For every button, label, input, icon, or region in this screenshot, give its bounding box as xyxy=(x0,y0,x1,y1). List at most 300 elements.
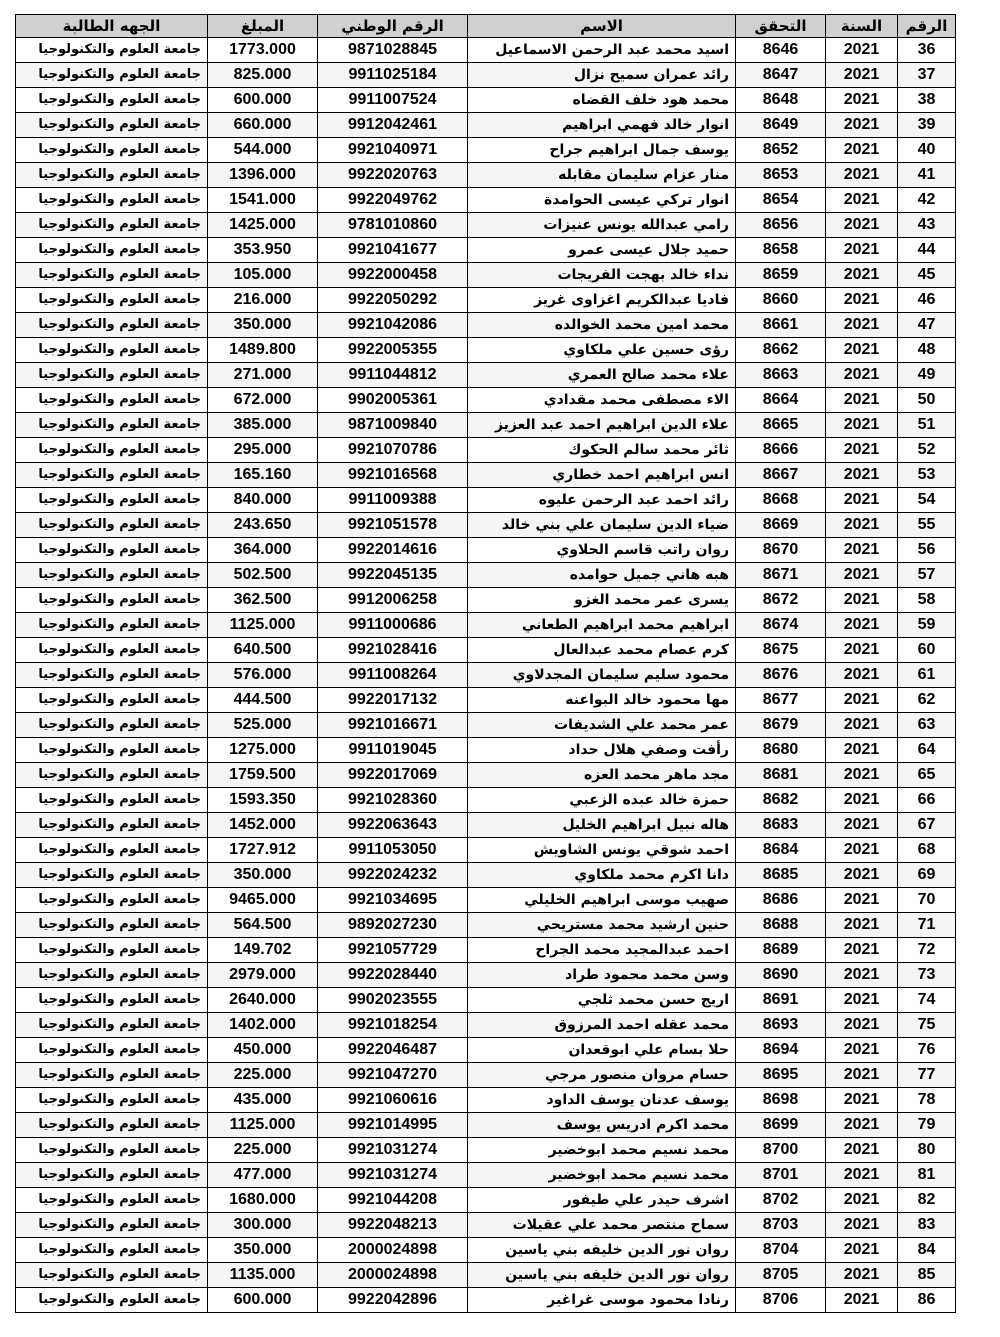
cell-name: محمد هود خلف القضاه xyxy=(468,88,736,113)
cell-year: 2021 xyxy=(826,538,898,563)
cell-amount: 2979.000 xyxy=(208,963,318,988)
cell-verification: 8694 xyxy=(736,1038,826,1063)
cell-amount: 660.000 xyxy=(208,113,318,138)
cell-national-id: 9781010860 xyxy=(318,213,468,238)
cell-name: حسام مروان منصور مرجي xyxy=(468,1063,736,1088)
cell-num: 67 xyxy=(898,813,956,838)
cell-national-id: 9922063643 xyxy=(318,813,468,838)
cell-entity: جامعة العلوم والتكنولوجيا xyxy=(16,813,208,838)
table-row xyxy=(16,388,956,413)
table-row xyxy=(16,113,956,138)
cell-national-id: 2000024898 xyxy=(318,1263,468,1288)
cell-name: علاء محمد صالح العمري xyxy=(468,363,736,388)
cell-year: 2021 xyxy=(826,1213,898,1238)
cell-name: احمد شوقي يونس الشاويش xyxy=(468,838,736,863)
table-row xyxy=(16,938,956,963)
cell-num: 84 xyxy=(898,1238,956,1263)
cell-name: انوار خالد فهمي ابراهيم xyxy=(468,113,736,138)
cell-national-id: 9921014995 xyxy=(318,1113,468,1138)
cell-verification: 8689 xyxy=(736,938,826,963)
cell-num: 41 xyxy=(898,163,956,188)
cell-name: حميد جلال عيسى عمرو xyxy=(468,238,736,263)
cell-name: يسرى عمر محمد الغزو xyxy=(468,588,736,613)
cell-name: كرم عصام محمد عبدالعال xyxy=(468,638,736,663)
cell-verification: 8683 xyxy=(736,813,826,838)
cell-num: 57 xyxy=(898,563,956,588)
cell-verification: 8671 xyxy=(736,563,826,588)
table-row xyxy=(16,313,956,338)
cell-num: 77 xyxy=(898,1063,956,1088)
table-row xyxy=(16,663,956,688)
cell-national-id: 9871009840 xyxy=(318,413,468,438)
cell-num: 71 xyxy=(898,913,956,938)
cell-national-id: 9911025184 xyxy=(318,63,468,88)
header-year: السنة xyxy=(826,15,898,38)
cell-entity: جامعة العلوم والتكنولوجيا xyxy=(16,363,208,388)
cell-name: محمد عقله احمد المرزوق xyxy=(468,1013,736,1038)
cell-num: 85 xyxy=(898,1263,956,1288)
cell-entity: جامعة العلوم والتكنولوجيا xyxy=(16,738,208,763)
cell-year: 2021 xyxy=(826,513,898,538)
cell-amount: 364.000 xyxy=(208,538,318,563)
cell-entity: جامعة العلوم والتكنولوجيا xyxy=(16,938,208,963)
table-row xyxy=(16,738,956,763)
cell-verification: 8668 xyxy=(736,488,826,513)
cell-name: حنين ارشيد محمد مستريحي xyxy=(468,913,736,938)
cell-year: 2021 xyxy=(826,788,898,813)
cell-amount: 243.650 xyxy=(208,513,318,538)
cell-name: محمد اكرم ادريس يوسف xyxy=(468,1113,736,1138)
cell-num: 66 xyxy=(898,788,956,813)
cell-name: وسن محمد محمود طراد xyxy=(468,963,736,988)
cell-name: رائد احمد عبد الرحمن عليوه xyxy=(468,488,736,513)
cell-year: 2021 xyxy=(826,663,898,688)
table-body xyxy=(16,38,956,1313)
cell-year: 2021 xyxy=(826,738,898,763)
table-row xyxy=(16,588,956,613)
cell-num: 42 xyxy=(898,188,956,213)
table-row xyxy=(16,213,956,238)
cell-name: صهيب موسى ابراهيم الخليلي xyxy=(468,888,736,913)
cell-year: 2021 xyxy=(826,1263,898,1288)
cell-amount: 600.000 xyxy=(208,88,318,113)
table-row xyxy=(16,1013,956,1038)
cell-name: علاء الدين ابراهيم احمد عبد العزيز xyxy=(468,413,736,438)
cell-num: 83 xyxy=(898,1213,956,1238)
cell-amount: 640.500 xyxy=(208,638,318,663)
cell-verification: 8670 xyxy=(736,538,826,563)
cell-verification: 8705 xyxy=(736,1263,826,1288)
cell-national-id: 9922050292 xyxy=(318,288,468,313)
cell-entity: جامعة العلوم والتكنولوجيا xyxy=(16,163,208,188)
cell-national-id: 9921044208 xyxy=(318,1188,468,1213)
cell-name: محمد امين محمد الخوالده xyxy=(468,313,736,338)
cell-verification: 8662 xyxy=(736,338,826,363)
cell-year: 2021 xyxy=(826,863,898,888)
cell-name: حمزة خالد عبده الزعبي xyxy=(468,788,736,813)
cell-national-id: 9921042086 xyxy=(318,313,468,338)
cell-national-id: 9922045135 xyxy=(318,563,468,588)
cell-num: 74 xyxy=(898,988,956,1013)
cell-verification: 8695 xyxy=(736,1063,826,1088)
cell-name: محمد نسيم محمد ابوخضير xyxy=(468,1163,736,1188)
cell-amount: 385.000 xyxy=(208,413,318,438)
cell-verification: 8672 xyxy=(736,588,826,613)
document-sheet xyxy=(16,14,956,1313)
cell-amount: 1125.000 xyxy=(208,1113,318,1138)
header-name: الاسم xyxy=(468,15,736,38)
cell-year: 2021 xyxy=(826,138,898,163)
cell-national-id: 9912042461 xyxy=(318,113,468,138)
cell-national-id: 9911000686 xyxy=(318,613,468,638)
cell-name: احمد عبدالمجيد محمد الجراح xyxy=(468,938,736,963)
table-row xyxy=(16,1038,956,1063)
cell-name: ابراهيم محمد ابراهيم الطعاني xyxy=(468,613,736,638)
cell-year: 2021 xyxy=(826,113,898,138)
cell-national-id: 9922020763 xyxy=(318,163,468,188)
cell-amount: 271.000 xyxy=(208,363,318,388)
cell-amount: 350.000 xyxy=(208,1238,318,1263)
cell-name: ضياء الدين سليمان علي بني خالد xyxy=(468,513,736,538)
cell-name: نداء خالد بهجت الفريجات xyxy=(468,263,736,288)
cell-entity: جامعة العلوم والتكنولوجيا xyxy=(16,838,208,863)
cell-national-id: 9922017069 xyxy=(318,763,468,788)
cell-amount: 1452.000 xyxy=(208,813,318,838)
cell-num: 55 xyxy=(898,513,956,538)
table-row xyxy=(16,888,956,913)
table-row xyxy=(16,563,956,588)
cell-entity: جامعة العلوم والتكنولوجيا xyxy=(16,1038,208,1063)
cell-national-id: 9922028440 xyxy=(318,963,468,988)
cell-year: 2021 xyxy=(826,913,898,938)
cell-year: 2021 xyxy=(826,963,898,988)
cell-num: 80 xyxy=(898,1138,956,1163)
cell-year: 2021 xyxy=(826,1138,898,1163)
cell-verification: 8649 xyxy=(736,113,826,138)
cell-national-id: 9922046487 xyxy=(318,1038,468,1063)
cell-name: محمود سليم سليمان المجدلاوي xyxy=(468,663,736,688)
table-row xyxy=(16,813,956,838)
cell-amount: 825.000 xyxy=(208,63,318,88)
table-row xyxy=(16,88,956,113)
cell-entity: جامعة العلوم والتكنولوجيا xyxy=(16,563,208,588)
cell-year: 2021 xyxy=(826,388,898,413)
cell-entity: جامعة العلوم والتكنولوجيا xyxy=(16,513,208,538)
cell-num: 82 xyxy=(898,1188,956,1213)
cell-national-id: 9922014616 xyxy=(318,538,468,563)
cell-entity: جامعة العلوم والتكنولوجيا xyxy=(16,238,208,263)
cell-num: 39 xyxy=(898,113,956,138)
cell-entity: جامعة العلوم والتكنولوجيا xyxy=(16,288,208,313)
cell-entity: جامعة العلوم والتكنولوجيا xyxy=(16,338,208,363)
cell-entity: جامعة العلوم والتكنولوجيا xyxy=(16,688,208,713)
cell-amount: 1135.000 xyxy=(208,1263,318,1288)
table-row xyxy=(16,1263,956,1288)
cell-entity: جامعة العلوم والتكنولوجيا xyxy=(16,313,208,338)
table-row xyxy=(16,1113,956,1138)
cell-entity: جامعة العلوم والتكنولوجيا xyxy=(16,913,208,938)
cell-entity: جامعة العلوم والتكنولوجيا xyxy=(16,1138,208,1163)
table-row xyxy=(16,638,956,663)
cell-num: 36 xyxy=(898,38,956,63)
cell-name: رؤى حسين علي ملكاوي xyxy=(468,338,736,363)
cell-year: 2021 xyxy=(826,263,898,288)
cell-entity: جامعة العلوم والتكنولوجيا xyxy=(16,1013,208,1038)
cell-entity: جامعة العلوم والتكنولوجيا xyxy=(16,1063,208,1088)
cell-amount: 525.000 xyxy=(208,713,318,738)
cell-num: 45 xyxy=(898,263,956,288)
cell-year: 2021 xyxy=(826,613,898,638)
cell-year: 2021 xyxy=(826,38,898,63)
cell-num: 50 xyxy=(898,388,956,413)
cell-num: 68 xyxy=(898,838,956,863)
cell-entity: جامعة العلوم والتكنولوجيا xyxy=(16,138,208,163)
cell-amount: 576.000 xyxy=(208,663,318,688)
cell-national-id: 9922042896 xyxy=(318,1288,468,1313)
table-row xyxy=(16,288,956,313)
cell-entity: جامعة العلوم والتكنولوجيا xyxy=(16,263,208,288)
cell-entity: جامعة العلوم والتكنولوجيا xyxy=(16,963,208,988)
cell-amount: 544.000 xyxy=(208,138,318,163)
cell-verification: 8658 xyxy=(736,238,826,263)
cell-national-id: 9921034695 xyxy=(318,888,468,913)
cell-national-id: 2000024898 xyxy=(318,1238,468,1263)
cell-name: رأفت وصفي هلال حداد xyxy=(468,738,736,763)
cell-verification: 8676 xyxy=(736,663,826,688)
cell-entity: جامعة العلوم والتكنولوجيا xyxy=(16,463,208,488)
cell-amount: 1402.000 xyxy=(208,1013,318,1038)
cell-num: 78 xyxy=(898,1088,956,1113)
cell-year: 2021 xyxy=(826,1013,898,1038)
cell-name: منار عزام سليمان مقابله xyxy=(468,163,736,188)
cell-national-id: 9921060616 xyxy=(318,1088,468,1113)
cell-num: 46 xyxy=(898,288,956,313)
cell-verification: 8693 xyxy=(736,1013,826,1038)
table-row xyxy=(16,788,956,813)
cell-name: فاديا عبدالكريم اغزاوى غريز xyxy=(468,288,736,313)
cell-num: 51 xyxy=(898,413,956,438)
cell-verification: 8680 xyxy=(736,738,826,763)
header-num: الرقم xyxy=(898,15,956,38)
cell-name: انس ابراهيم احمد خطاري xyxy=(468,463,736,488)
table-row xyxy=(16,63,956,88)
cell-amount: 216.000 xyxy=(208,288,318,313)
cell-verification: 8669 xyxy=(736,513,826,538)
cell-verification: 8666 xyxy=(736,438,826,463)
cell-year: 2021 xyxy=(826,713,898,738)
cell-year: 2021 xyxy=(826,188,898,213)
cell-verification: 8654 xyxy=(736,188,826,213)
cell-year: 2021 xyxy=(826,238,898,263)
cell-year: 2021 xyxy=(826,463,898,488)
table-row xyxy=(16,263,956,288)
cell-national-id: 9921031274 xyxy=(318,1163,468,1188)
cell-year: 2021 xyxy=(826,888,898,913)
cell-entity: جامعة العلوم والتكنولوجيا xyxy=(16,1263,208,1288)
cell-verification: 8703 xyxy=(736,1213,826,1238)
table-row xyxy=(16,488,956,513)
cell-national-id: 9921016671 xyxy=(318,713,468,738)
cell-verification: 8648 xyxy=(736,88,826,113)
cell-amount: 300.000 xyxy=(208,1213,318,1238)
cell-entity: جامعة العلوم والتكنولوجيا xyxy=(16,188,208,213)
cell-verification: 8647 xyxy=(736,63,826,88)
cell-amount: 350.000 xyxy=(208,313,318,338)
table-row xyxy=(16,1288,956,1313)
cell-national-id: 9922000458 xyxy=(318,263,468,288)
cell-amount: 2640.000 xyxy=(208,988,318,1013)
cell-name: رنادا محمود موسى غراغير xyxy=(468,1288,736,1313)
cell-national-id: 9921041677 xyxy=(318,238,468,263)
table-row xyxy=(16,1088,956,1113)
cell-num: 43 xyxy=(898,213,956,238)
cell-entity: جامعة العلوم والتكنولوجيا xyxy=(16,638,208,663)
cell-entity: جامعة العلوم والتكنولوجيا xyxy=(16,1188,208,1213)
table-row xyxy=(16,963,956,988)
cell-national-id: 9921031274 xyxy=(318,1138,468,1163)
cell-year: 2021 xyxy=(826,1163,898,1188)
table-row xyxy=(16,138,956,163)
table-row xyxy=(16,338,956,363)
cell-amount: 9465.000 xyxy=(208,888,318,913)
cell-national-id: 9921028416 xyxy=(318,638,468,663)
cell-amount: 1425.000 xyxy=(208,213,318,238)
cell-year: 2021 xyxy=(826,638,898,663)
cell-national-id: 9922049762 xyxy=(318,188,468,213)
cell-year: 2021 xyxy=(826,438,898,463)
cell-verification: 8652 xyxy=(736,138,826,163)
cell-national-id: 9911044812 xyxy=(318,363,468,388)
cell-num: 63 xyxy=(898,713,956,738)
cell-amount: 1773.000 xyxy=(208,38,318,63)
payments-table xyxy=(15,14,956,1313)
header-verification: التحقق xyxy=(736,15,826,38)
cell-verification: 8698 xyxy=(736,1088,826,1113)
cell-amount: 225.000 xyxy=(208,1138,318,1163)
cell-year: 2021 xyxy=(826,1238,898,1263)
header-row xyxy=(16,15,956,38)
cell-name: يوسف عدنان يوسف الداود xyxy=(468,1088,736,1113)
cell-verification: 8690 xyxy=(736,963,826,988)
cell-num: 38 xyxy=(898,88,956,113)
cell-verification: 8681 xyxy=(736,763,826,788)
cell-entity: جامعة العلوم والتكنولوجيا xyxy=(16,788,208,813)
table-row xyxy=(16,438,956,463)
cell-name: دانا اكرم محمد ملكاوي xyxy=(468,863,736,888)
cell-verification: 8682 xyxy=(736,788,826,813)
cell-verification: 8677 xyxy=(736,688,826,713)
table-row xyxy=(16,913,956,938)
cell-amount: 444.500 xyxy=(208,688,318,713)
cell-amount: 477.000 xyxy=(208,1163,318,1188)
cell-entity: جامعة العلوم والتكنولوجيا xyxy=(16,38,208,63)
cell-num: 53 xyxy=(898,463,956,488)
cell-entity: جامعة العلوم والتكنولوجيا xyxy=(16,1238,208,1263)
table-row xyxy=(16,413,956,438)
cell-verification: 8706 xyxy=(736,1288,826,1313)
cell-national-id: 9902023555 xyxy=(318,988,468,1013)
cell-amount: 1727.912 xyxy=(208,838,318,863)
cell-name: روان نور الدين خليفه بني ياسين xyxy=(468,1238,736,1263)
cell-name: اشرف حيدر علي طيفور xyxy=(468,1188,736,1213)
cell-name: يوسف جمال ابراهيم جراح xyxy=(468,138,736,163)
cell-name: روان نور الدين خليفه بني ياسين xyxy=(468,1263,736,1288)
cell-verification: 8664 xyxy=(736,388,826,413)
cell-amount: 295.000 xyxy=(208,438,318,463)
cell-year: 2021 xyxy=(826,988,898,1013)
table-row xyxy=(16,838,956,863)
cell-verification: 8699 xyxy=(736,1113,826,1138)
cell-national-id: 9871028845 xyxy=(318,38,468,63)
cell-verification: 8674 xyxy=(736,613,826,638)
cell-verification: 8665 xyxy=(736,413,826,438)
cell-national-id: 9911007524 xyxy=(318,88,468,113)
cell-num: 75 xyxy=(898,1013,956,1038)
cell-amount: 225.000 xyxy=(208,1063,318,1088)
cell-num: 56 xyxy=(898,538,956,563)
cell-num: 44 xyxy=(898,238,956,263)
cell-verification: 8659 xyxy=(736,263,826,288)
cell-year: 2021 xyxy=(826,1113,898,1138)
cell-num: 81 xyxy=(898,1163,956,1188)
cell-national-id: 9921040971 xyxy=(318,138,468,163)
cell-name: رامي عبدالله يونس عنيزات xyxy=(468,213,736,238)
cell-verification: 8684 xyxy=(736,838,826,863)
cell-national-id: 9921047270 xyxy=(318,1063,468,1088)
cell-year: 2021 xyxy=(826,763,898,788)
cell-verification: 8646 xyxy=(736,38,826,63)
cell-num: 60 xyxy=(898,638,956,663)
cell-entity: جامعة العلوم والتكنولوجيا xyxy=(16,213,208,238)
cell-num: 72 xyxy=(898,938,956,963)
cell-verification: 8686 xyxy=(736,888,826,913)
cell-verification: 8667 xyxy=(736,463,826,488)
cell-year: 2021 xyxy=(826,163,898,188)
cell-amount: 435.000 xyxy=(208,1088,318,1113)
cell-year: 2021 xyxy=(826,213,898,238)
cell-entity: جامعة العلوم والتكنولوجيا xyxy=(16,713,208,738)
cell-num: 48 xyxy=(898,338,956,363)
table-row xyxy=(16,688,956,713)
cell-entity: جامعة العلوم والتكنولوجيا xyxy=(16,488,208,513)
cell-entity: جامعة العلوم والتكنولوجيا xyxy=(16,663,208,688)
cell-num: 58 xyxy=(898,588,956,613)
cell-entity: جامعة العلوم والتكنولوجيا xyxy=(16,588,208,613)
cell-verification: 8663 xyxy=(736,363,826,388)
cell-name: محمد نسيم محمد ابوخضير xyxy=(468,1138,736,1163)
cell-year: 2021 xyxy=(826,1038,898,1063)
cell-name: عمر محمد علي الشديفات xyxy=(468,713,736,738)
cell-amount: 450.000 xyxy=(208,1038,318,1063)
cell-name: هبه هاني جميل حوامده xyxy=(468,563,736,588)
cell-num: 40 xyxy=(898,138,956,163)
table-row xyxy=(16,238,956,263)
cell-amount: 1396.000 xyxy=(208,163,318,188)
cell-amount: 362.500 xyxy=(208,588,318,613)
cell-verification: 8688 xyxy=(736,913,826,938)
cell-entity: جامعة العلوم والتكنولوجيا xyxy=(16,1088,208,1113)
cell-entity: جامعة العلوم والتكنولوجيا xyxy=(16,1163,208,1188)
cell-amount: 1680.000 xyxy=(208,1188,318,1213)
cell-verification: 8701 xyxy=(736,1163,826,1188)
table-row xyxy=(16,613,956,638)
cell-year: 2021 xyxy=(826,63,898,88)
cell-entity: جامعة العلوم والتكنولوجيا xyxy=(16,538,208,563)
cell-year: 2021 xyxy=(826,1088,898,1113)
cell-year: 2021 xyxy=(826,1288,898,1313)
cell-name: ثائر محمد سالم الحكوك xyxy=(468,438,736,463)
cell-year: 2021 xyxy=(826,363,898,388)
